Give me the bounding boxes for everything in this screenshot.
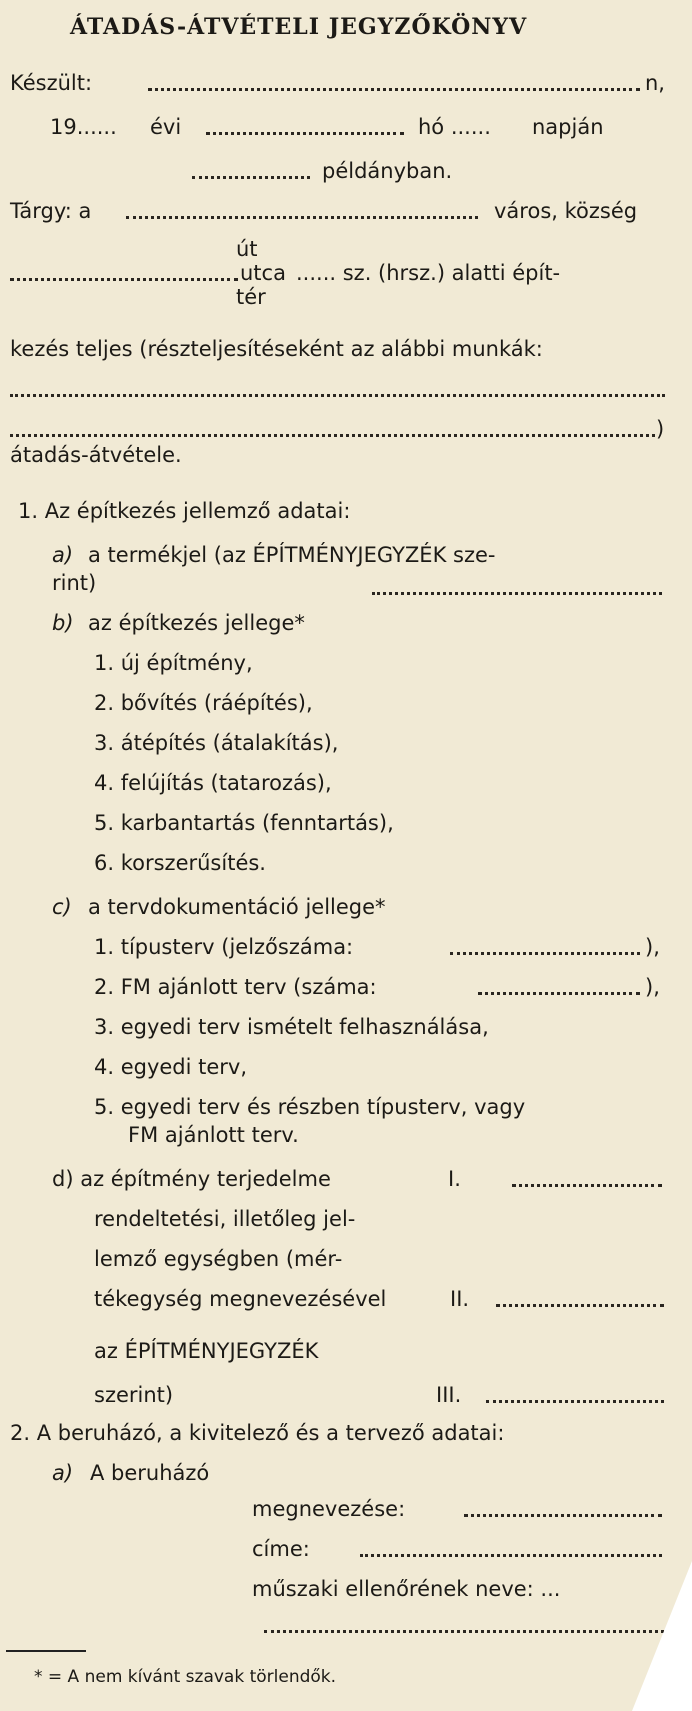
napjan-label: napján xyxy=(532,115,604,139)
d-line: d) az építmény terjedelme xyxy=(52,1167,331,1191)
field-label: műszaki ellenőrének neve: ... xyxy=(252,1577,561,1601)
d-line: az ÉPÍTMÉNYJEGYZÉK xyxy=(94,1339,319,1363)
c-end-2: ), xyxy=(645,975,660,999)
investor-name-field[interactable] xyxy=(464,1514,662,1517)
targy-label: Tárgy: a xyxy=(10,199,92,223)
paren-close: ) xyxy=(656,417,665,441)
b-option[interactable]: 1. új építmény, xyxy=(94,651,253,675)
item-a-text2: rint) xyxy=(52,571,97,595)
field-label: címe: xyxy=(252,1537,310,1561)
street-field[interactable] xyxy=(10,278,238,281)
d-line: szerint) xyxy=(94,1383,174,1407)
atadas-text: átadás-átvétele. xyxy=(10,443,182,467)
c-option[interactable]: 2. FM ajánlott terv (száma: xyxy=(94,975,377,999)
ut-label: út xyxy=(236,237,258,261)
extent-field-1[interactable] xyxy=(512,1184,662,1187)
roman-ii: II. xyxy=(450,1287,470,1311)
city-field[interactable] xyxy=(126,216,478,219)
d-line: lemző egységben (mér- xyxy=(94,1247,343,1271)
place-field[interactable] xyxy=(148,88,640,91)
roman-i: I. xyxy=(448,1167,461,1191)
b-option[interactable]: 5. karbantartás (fenntartás), xyxy=(94,811,394,835)
peldanyban-label: példányban. xyxy=(322,159,453,183)
sz-label: ...... sz. (hrsz.) alatti épít- xyxy=(296,261,561,285)
b-option[interactable]: 2. bővítés (ráépítés), xyxy=(94,691,313,715)
works-field-1[interactable] xyxy=(10,394,665,397)
product-code-field[interactable] xyxy=(372,592,662,595)
item-c-text: a tervdokumentáció jellege* xyxy=(88,895,386,919)
c-option[interactable]: 3. egyedi terv ismételt felhasználása, xyxy=(94,1015,489,1039)
utca-label: utca xyxy=(240,261,286,285)
keszult-end: n, xyxy=(645,71,665,95)
item-a-text: a termékjel (az ÉPÍTMÉNYJEGYZÉK sze- xyxy=(88,543,496,567)
c-option-cont: FM ajánlott terv. xyxy=(128,1123,299,1147)
c-end-1: ), xyxy=(645,935,660,959)
c-option[interactable]: 1. típusterv (jelzőszáma: xyxy=(94,935,354,959)
form-title: ÁTADÁS-ÁTVÉTELI JEGYZŐKÖNYV xyxy=(70,14,528,40)
evi-label: évi xyxy=(150,115,182,139)
works-field-2[interactable] xyxy=(10,434,655,437)
ter-label: tér xyxy=(236,285,266,309)
footnote: * = A nem kívánt szavak törlendők. xyxy=(34,1667,337,1687)
page-corner-fold xyxy=(632,1561,692,1711)
roman-iii: III. xyxy=(436,1383,462,1407)
item-a-label: a) xyxy=(52,543,74,567)
section2-heading: 2. A beruházó, a kivitelező és a tervező adatai: xyxy=(10,1421,505,1445)
b-option[interactable]: 3. átépítés (átalakítás), xyxy=(94,731,339,755)
day-field[interactable]: hó ...... xyxy=(418,115,491,139)
extent-field-3[interactable] xyxy=(486,1400,664,1403)
c-option[interactable]: 4. egyedi terv, xyxy=(94,1055,248,1079)
type-number-field[interactable] xyxy=(450,952,640,955)
inspector-name-field[interactable] xyxy=(264,1630,664,1633)
item-b-label: b) xyxy=(52,611,74,635)
section2-a-label: a) xyxy=(52,1461,74,1485)
kezes-text: kezés teljes (részteljesítéseként az alábbi munkák: xyxy=(10,337,543,361)
varos-label: város, község xyxy=(494,199,638,223)
fm-number-field[interactable] xyxy=(478,992,640,995)
field-label: megnevezése: xyxy=(252,1497,406,1521)
footnote-divider xyxy=(6,1650,86,1652)
c-option[interactable]: 5. egyedi terv és részben típusterv, vagy xyxy=(94,1095,526,1119)
month-field[interactable] xyxy=(206,132,404,135)
investor-address-field[interactable] xyxy=(360,1554,662,1557)
b-option[interactable]: 6. korszerűsítés. xyxy=(94,851,266,875)
extent-field-2[interactable] xyxy=(496,1304,664,1307)
b-option[interactable]: 4. felújítás (tatarozás), xyxy=(94,771,332,795)
keszult-label: Készült: xyxy=(10,71,93,95)
section1-heading: 1. Az építkezés jellemző adatai: xyxy=(18,499,351,523)
year-field[interactable]: 19...... xyxy=(50,115,117,139)
section2-a-text: A beruházó xyxy=(90,1461,210,1485)
copies-field[interactable] xyxy=(192,176,310,179)
d-line: rendeltetési, illetőleg jel- xyxy=(94,1207,356,1231)
item-c-label: c) xyxy=(52,895,72,919)
d-line: tékegység megnevezésével xyxy=(94,1287,387,1311)
item-b-text: az építkezés jellege* xyxy=(88,611,305,635)
